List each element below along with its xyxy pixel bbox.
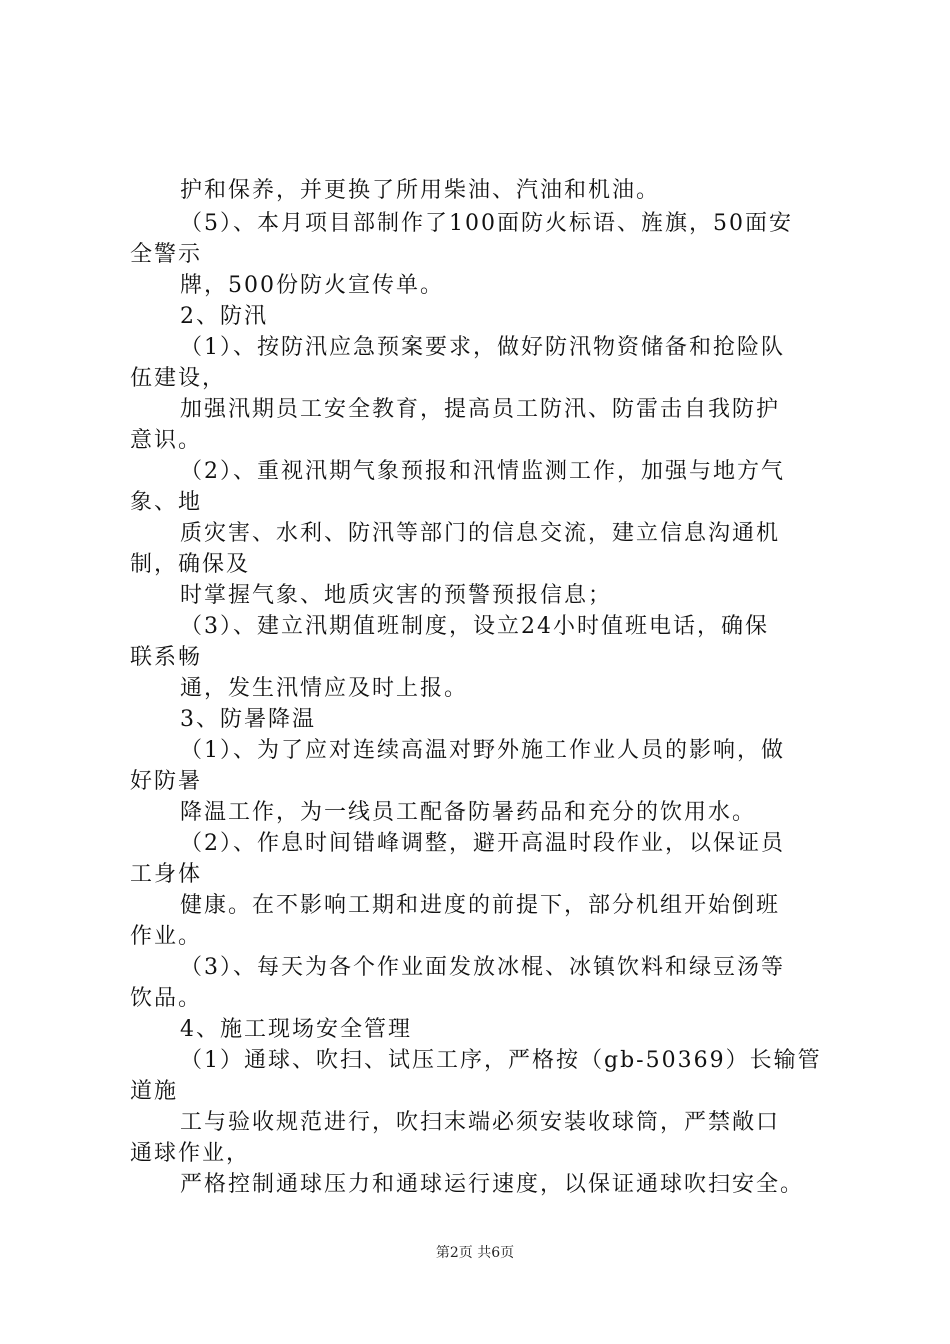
text-line: （1）通球、吹扫、试压工序，严格按（gb-50369）长输管	[180, 1048, 822, 1073]
text-line: （5）、本月项目部制作了100面防火标语、旌旗，50面安	[180, 211, 793, 236]
text-line: （1）、按防汛应急预案要求，做好防汛物资储备和抢险队	[180, 335, 785, 360]
text-line: 健康。在不影响工期和进度的前提下，部分机组开始倒班	[180, 893, 781, 918]
text-line: 好防暑	[130, 769, 203, 794]
text-line: （2）、重视汛期气象预报和汛情监测工作，加强与地方气	[180, 459, 785, 484]
text-line: 全警示	[130, 242, 203, 267]
page-number-footer: 第2页 共6页	[435, 1245, 515, 1261]
text-line: 伍建设，	[130, 366, 227, 391]
text-line: 工身体	[130, 862, 203, 887]
text-line: （2）、作息时间错峰调整，避开高温时段作业，以保证员	[180, 831, 785, 856]
text-line: 通球作业，	[130, 1141, 251, 1166]
text-line: 牌，500份防火宣传单。	[180, 273, 444, 298]
text-line: 严格控制通球压力和通球运行速度，以保证通球吹扫安全。	[180, 1172, 805, 1197]
text-line: 制，确保及	[130, 552, 251, 577]
text-line: 护和保养，并更换了所用柴油、汽油和机油。	[180, 178, 661, 203]
text-line: （3）、每天为各个作业面发放冰棍、冰镇饮料和绿豆汤等	[180, 955, 785, 980]
section-heading: 3、防暑降温	[180, 707, 316, 732]
text-line: 降温工作，为一线员工配备防暑药品和充分的饮用水。	[180, 800, 757, 825]
text-line: 质灾害、水利、防汛等部门的信息交流，建立信息沟通机	[180, 521, 781, 546]
section-heading: 4、施工现场安全管理	[180, 1017, 412, 1042]
text-line: 通，发生汛情应及时上报。	[180, 676, 469, 701]
text-line: 道施	[130, 1079, 179, 1104]
section-heading: 2、防汛	[180, 304, 268, 329]
text-line: 意识。	[130, 428, 203, 453]
text-line: 加强汛期员工安全教育，提高员工防汛、防雷击自我防护	[180, 397, 781, 422]
text-line: 时掌握气象、地质灾害的预警预报信息；	[180, 583, 613, 608]
text-line: （3）、建立汛期值班制度，设立24小时值班电话，确保	[180, 614, 769, 639]
text-line: 作业。	[130, 924, 203, 949]
text-line: 联系畅	[130, 645, 203, 670]
text-line: 工与验收规范进行，吹扫末端必须安装收球筒，严禁敞口	[180, 1110, 781, 1135]
text-line: 饮品。	[130, 986, 203, 1011]
text-line: （1）、为了应对连续高温对野外施工作业人员的影响，做	[180, 738, 785, 763]
text-line: 象、地	[130, 490, 203, 515]
